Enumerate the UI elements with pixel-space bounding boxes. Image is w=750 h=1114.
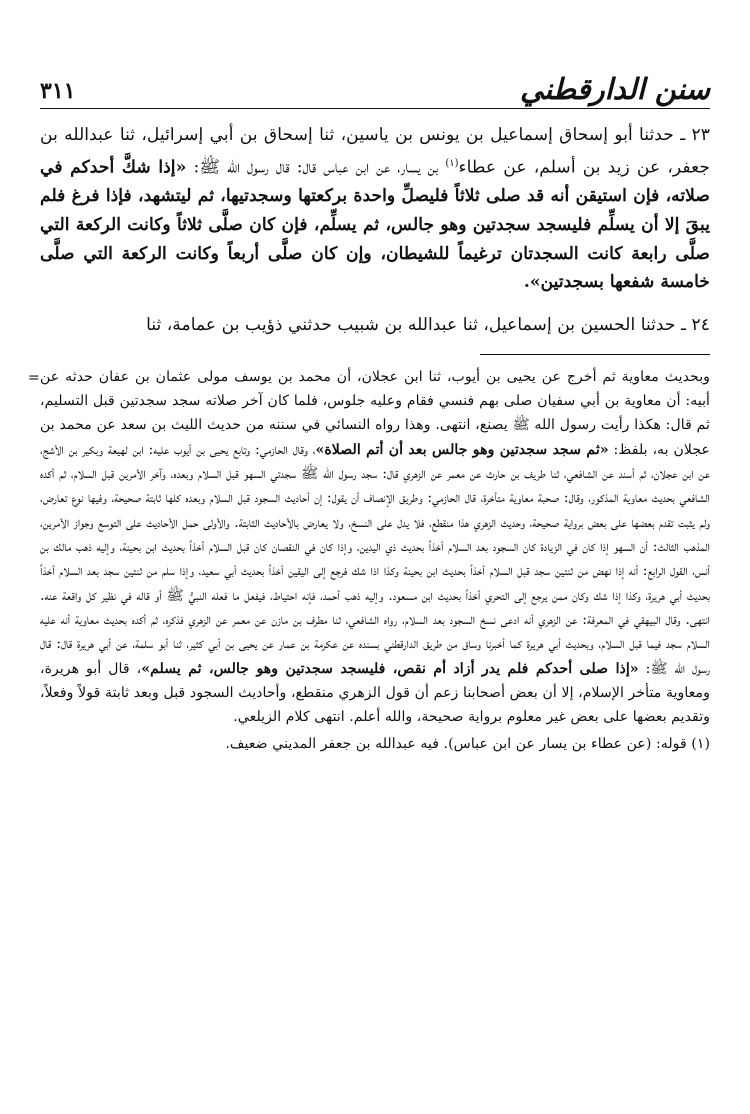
footnote-ref-1[interactable]: (١) <box>445 157 459 169</box>
fn-cont-quote-2: «إذا صلى أحدكم فلم يدر أزاد أم نقص، فليسجد سجدتين وهو جالس، ثم يسلم» <box>141 660 639 677</box>
hadith-23-isnad-cont: بن يسار، عن ابن عباس قال: قال رسول الله ﷺ: <box>186 157 446 178</box>
fn-cont-text-3: ، قال أبو هريرة، ومعاوية متأخر الإسلام، إلا أن بعض أصحابنا زعم أن قول الزهري منقطع، وأحاديث السجود قبل وبعد ثابتة قولاً وفعلاً، وتقديم بعضها على بعض غير معلوم برواية صحيحة، والله أعلم. انتهى كلام الزيلعي. <box>40 660 710 726</box>
hadith-24-text: ٢٤ ـ حدثنا الحسين بن إسماعيل، ثنا عبدالله بن شبيب حدثني ذؤيب بن عمامة، ثنا <box>146 314 710 335</box>
hadith-23 <box>40 121 710 297</box>
page-number: ٣١١ <box>40 78 76 104</box>
footnote-continuation <box>28 365 710 730</box>
footnote-1-number: (١) <box>691 735 710 752</box>
hadith-24 <box>40 311 710 340</box>
hadith-23-matn: «إذا شكَّ أحدكم في صلاته، فإن استيقن أنه قد صلى ثلاثاً فليصلِّ واحدة بركعتها وسجدتيها، ثم ليتشهد، فإذا فرغ فلم يبقَ إلا أن يسلِّم فليسجد سجدتين وهو جالس، ثم يسلِّم، فإن كان صلَّى ثلاثاً وكانت الركعة التي صلَّى رابعة كانت السجدتان ترغيماً للشيطان، وإن كان صلَّى أربعاً وكانت الركعة التي صلَّى خامسة شفعها بسجدتين». <box>40 157 710 293</box>
fn-cont-quote-1: «ثم سجد سجدتين وهو جالس بعد أن أتم الصلاة» <box>315 441 609 458</box>
fn-cont-text-1: وبحديث معاوية ثم أخرج عن يحيى بن أيوب، ثنا ابن عجلان، أن محمد بن يوسف مولى عثمان بن عفان حدثه عن أبيه: أن معاوية بن أبي سفيان صلى بهم فنسي فقام وعليه جلوس، فلما كان آخر صلاته سجد سجدتين قبل التسليم، ثم قال: هكذا رأيت رسول الله ﷺ يصنع، انتهى. وهذا رواه النسائي في سننه من حديث الليث بن سعد عن محمد بن عجلان به، بلفظ: <box>40 368 710 458</box>
fn-cont-text-2: ، وقال الحازمي: وتابع يحيى بن أيوب عليه: ابن لهيعة وبكير بن الأشج، عن ابن عجلان، ثم أسند عن الشافعي، ثنا طريف بن حارث عن معمر عن الزهري قال: سجد رسول الله ﷺ سجدتي السهو قبل السلام وبعده، وآخر الأمرين قبل السلام، ثم أكده الشافعي بحديث معاوية المذكور، وقال: صحبة معاوية متأخرة، قال الحازمي: وطريق الإنصاف أن يقول: إن أحاديث السجود قبل السلام وبعده كلها ثابتة صحيحة، وفيها نوع تعارض، ولم يثبت تقدم بعضها على بعض برواية صحيحة، وحديث الزهري هذا منقطع، فلا يدل على النسخ، ولا يعارض بالأحاديث الثابتة. والأولى حمل الأحاديث على التوسع وجواز الأمرين، المذهب الثالث: أن السهو إذا كان في الزيادة كان السجود بعد السلام أخذاً بحديث ذي اليدين، وإذا كان في النقصان كان قبل السلام أخذاً بحديث ابن بحينة، وإليه ذهب مالك بن أنس، القول الرابع: أنه إذا نهض من ثنتين سجد قبل السلام أخذاً بحديث ابن بحينة وكذا اذا شك فرجع إلى اليقين أخذاً بحديث أبي سعيد، وإذا سلم من ثنتين سجد بعد السلام أخذاً بحديث أبي هريرة، وكذا إذا شك وكان ممن يرجع إلى التحري أخذاً بحديث ابن مسعود. وإليه ذهب أحمد، فإنه احتياط، فيفعل ما فعله النبيُّ ﷺ أو قاله في نظير كل واقعة عنه. انتهى. وقال البيهقي في المعرفة: عن الزهري أنه ادعى نسخ السجود بعد السلام، رواه الشافعي، ثنا مطرف بن مازن عن معمر عن الزهري فذكره، ثم أكده بحديث معاوية أنه عليه السلام سجد فيما قبل السلام، وبحديث أبي هريرة كما أخبرنا وساق من طريق الدارقطني بسنده عن عكرمة بن عمار عن يحيى بن أبي كثير، ثنا أبو سلمة، عن أبي هريرة قال: قال رسول الله ﷺ: <box>40 441 710 677</box>
continuation-marker: = <box>28 369 40 386</box>
page-header <box>40 58 710 109</box>
book-title: سنن الدارقطني <box>520 72 710 106</box>
footnote-1 <box>40 732 710 756</box>
page <box>28 58 710 756</box>
footnote-1-text: قوله: (عن عطاء بن يسار عن ابن عباس). فيه عبدالله بن جعفر المديني ضعيف. <box>225 735 687 752</box>
footnote-divider <box>480 354 710 355</box>
hadith-23-isnad: ٢٣ ـ حدثنا أبو إسحاق إسماعيل بن يونس بن ياسين، ثنا إسحاق بن أبي إسرائيل، ثنا عبدالله بن جعفر، عن زيد بن أسلم، عن عطاء <box>40 125 710 178</box>
